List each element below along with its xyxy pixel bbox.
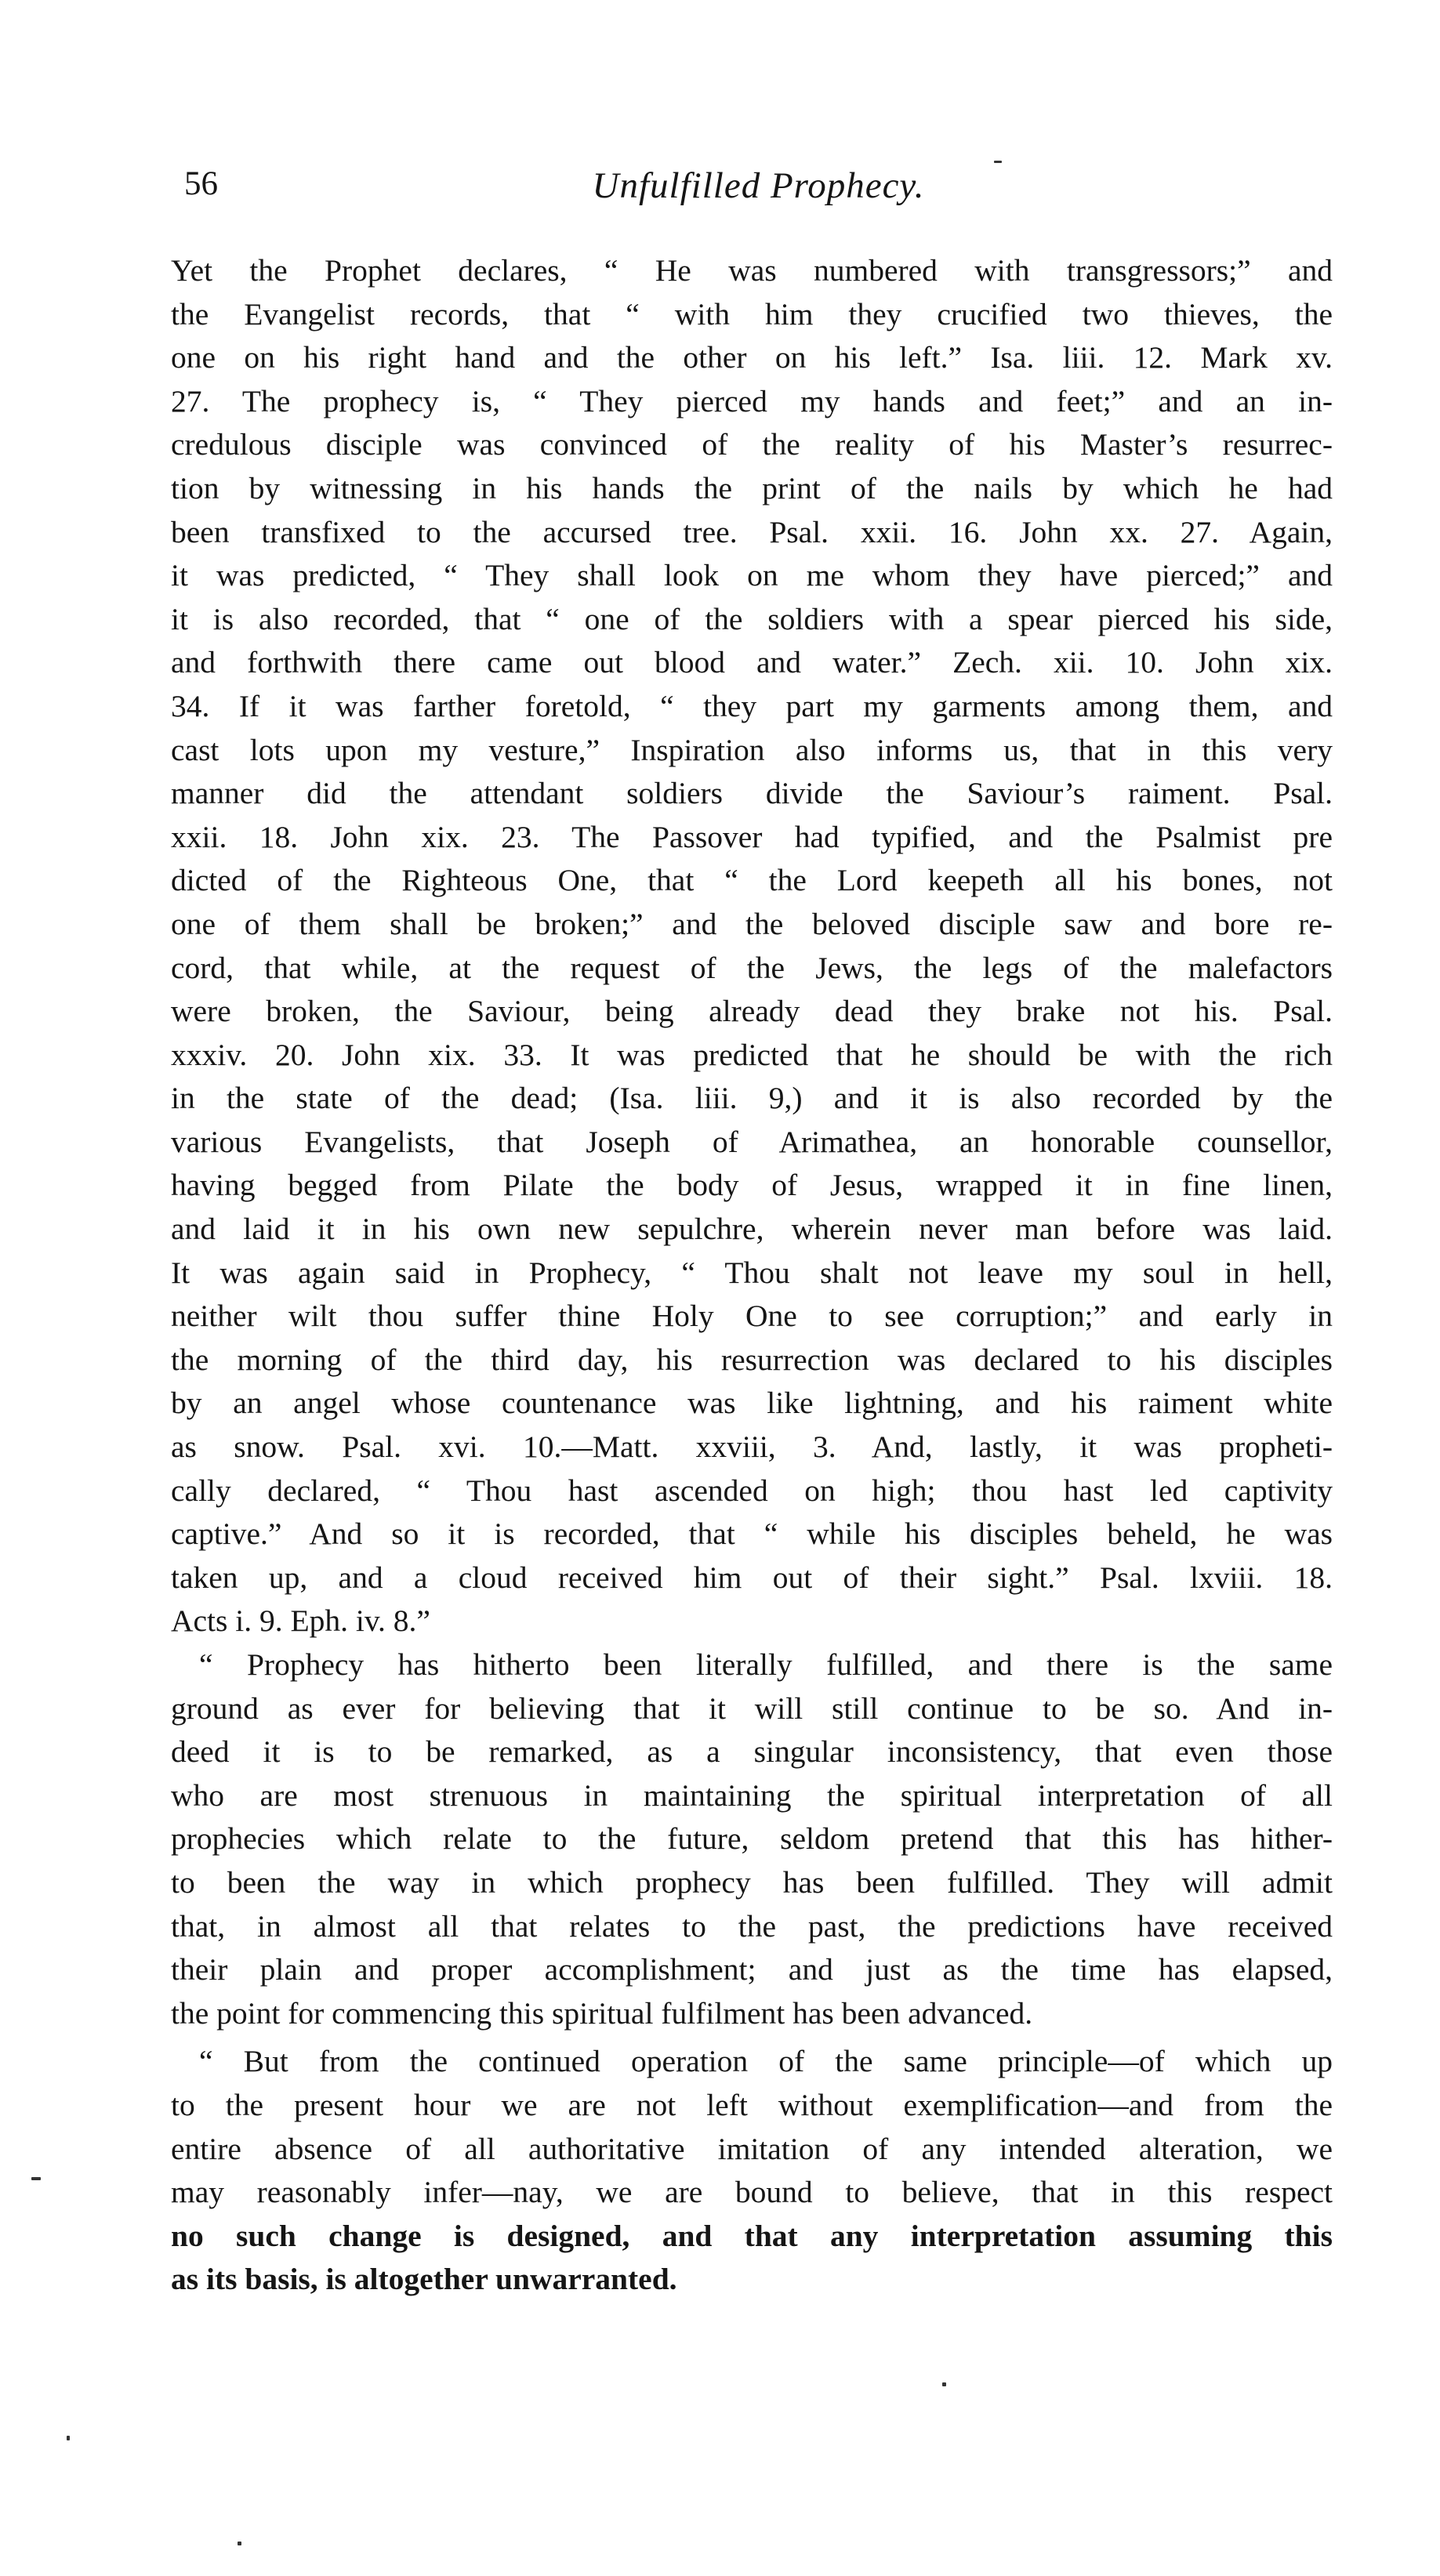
text-line: cally declared, “ Thou hast ascended on high; thou hast led captivity	[171, 1473, 1333, 1508]
text-line: the morning of the third day, his resurrection was declared to his disciples	[171, 1342, 1333, 1377]
text-line: no such change is designed, and that any interpretation assuming this	[171, 2218, 1333, 2253]
text-line: cast lots upon my vesture,” Inspiration also informs us, that in this very	[171, 732, 1333, 767]
scan-speck	[67, 2436, 70, 2440]
text-line: It was again said in Prophecy, “ Thou shalt not leave my soul in hell,	[171, 1255, 1333, 1290]
text-line: deed it is to be remarked, as a singular inconsistency, that even those	[171, 1734, 1333, 1770]
text-line: Yet the Prophet declares, “ He was numbered with transgressors;” and	[171, 253, 1333, 288]
text-line: “ Prophecy has hitherto been literally fulfilled, and there is the same	[199, 1647, 1333, 1682]
text-line: were broken, the Saviour, being already dead they brake not his. Psal.	[171, 994, 1333, 1029]
text-line: captive.” And so it is recorded, that “ while his disciples beheld, he was	[171, 1516, 1333, 1552]
text-line: 27. The prophecy is, “ They pierced my hands and feet;” and an in-	[171, 383, 1333, 418]
text-line: and laid it in his own new sepulchre, wherein never man before was laid.	[171, 1212, 1333, 1247]
text-line: that, in almost all that relates to the past, the predictions have received	[171, 1908, 1333, 1944]
scan-speck	[238, 2542, 241, 2545]
text-line: may reasonably infer—nay, we are bound to believe, that in this respect	[171, 2175, 1333, 2210]
text-line: as its basis, is altogether unwarranted.	[171, 2262, 677, 2297]
text-line: taken up, and a cloud received him out of their sight.” Psal. lxviii. 18.	[171, 1560, 1333, 1595]
page-number: 56	[184, 165, 218, 202]
scan-speck	[942, 2382, 946, 2386]
text-line: “ But from the continued operation of the same principle—of which up	[199, 2044, 1333, 2079]
scan-speck	[994, 161, 1002, 163]
text-line: the point for commencing this spiritual fulfilment has been advanced.	[171, 1995, 1033, 2031]
body-text	[171, 249, 1333, 2302]
text-line: 34. If it was farther foretold, “ they part my garments among them, and	[171, 688, 1333, 723]
text-line: as snow. Psal. xvi. 10.—Matt. xxviii, 3. And, lastly, it was propheti-	[171, 1429, 1333, 1465]
text-line: various Evangelists, that Joseph of Arimathea, an honorable counsellor,	[171, 1124, 1333, 1159]
text-line: xxxiv. 20. John xix. 33. It was predicted that he should be with the rich	[171, 1037, 1333, 1072]
text-line: it was predicted, “ They shall look on me whom they have pierced;” and	[171, 558, 1333, 593]
text-line: by an angel whose countenance was like lightning, and his raiment white	[171, 1386, 1333, 1421]
text-line: xxii. 18. John xix. 23. The Passover had typified, and the Psalmist pre	[171, 819, 1333, 854]
paragraph-1	[171, 249, 1333, 1643]
text-line: prophecies which relate to the future, seldom pretend that this has hither-	[171, 1821, 1333, 1857]
text-line: and forthwith there came out blood and water.” Zech. xii. 10. John xix.	[171, 645, 1333, 680]
text-line: entire absence of all authoritative imitation of any intended alteration, we	[171, 2131, 1333, 2166]
text-line: credulous disciple was convinced of the reality of his Master’s resurrec-	[171, 427, 1333, 462]
text-line: cord, that while, at the request of the Jews, the legs of the malefactors	[171, 950, 1333, 985]
text-line: in the state of the dead; (Isa. liii. 9,) and it is also recorded by the	[171, 1081, 1333, 1116]
text-line: the Evangelist records, that “ with him they crucified two thieves, the	[171, 296, 1333, 332]
text-line: Acts i. 9. Eph. iv. 8.”	[171, 1603, 430, 1639]
text-line: their plain and proper accomplishment; and just as the time has elapsed,	[171, 1952, 1333, 1987]
running-title: Unfulfilled Prophecy.	[592, 165, 925, 206]
scan-speck	[31, 2177, 41, 2180]
text-line: to the present hour we are not left without exemplification—and from the	[171, 2087, 1333, 2122]
text-line: one on his right hand and the other on his left.” Isa. liii. 12. Mark xv.	[171, 340, 1333, 375]
page-header	[184, 165, 1333, 219]
text-line: to been the way in which prophecy has been fulfilled. They will admit	[171, 1864, 1333, 1900]
text-line: it is also recorded, that “ one of the soldiers with a spear pierced his side,	[171, 601, 1333, 636]
text-line: dicted of the Righteous One, that “ the Lord keepeth all his bones, not	[171, 863, 1333, 898]
paragraph-2	[171, 1643, 1333, 2035]
text-line: neither wilt thou suffer thine Holy One to see corruption;” and early in	[171, 1299, 1333, 1334]
text-line: manner did the attendant soldiers divide the Saviour’s raiment. Psal.	[171, 776, 1333, 811]
text-line: been transfixed to the accursed tree. Psal. xxii. 16. John xx. 27. Again,	[171, 514, 1333, 549]
text-line: ground as ever for believing that it will still continue to be so. And in-	[171, 1690, 1333, 1726]
text-line: having begged from Pilate the body of Jesus, wrapped it in fine linen,	[171, 1168, 1333, 1203]
text-line: tion by witnessing in his hands the print of the nails by which he had	[171, 470, 1333, 505]
text-line: one of them shall be broken;” and the beloved disciple saw and bore re-	[171, 906, 1333, 941]
text-line: who are most strenuous in maintaining the spiritual interpretation of all	[171, 1777, 1333, 1813]
paragraph-3	[171, 2040, 1333, 2302]
